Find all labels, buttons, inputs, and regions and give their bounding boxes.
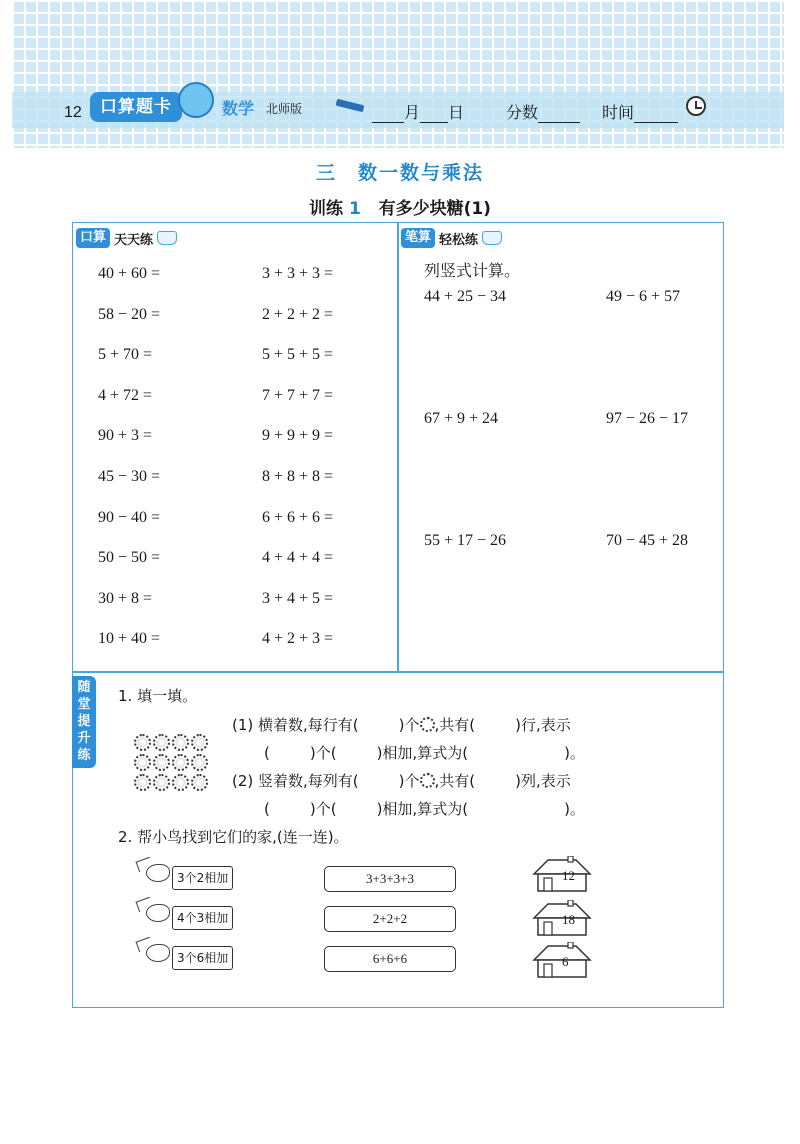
flower-icon [153, 734, 170, 751]
book-icon [482, 231, 502, 245]
q1a-text: )行,表示 [515, 716, 571, 734]
written-problem[interactable]: 44 + 25 − 34 [424, 288, 507, 305]
sum-expression[interactable]: 3+3+3+3 [324, 866, 456, 892]
q1b-text: ,共有( [434, 772, 476, 790]
oral-item[interactable]: 58 − 20 = [98, 306, 161, 323]
bird-icon [146, 944, 170, 962]
oral-item[interactable]: 6 + 6 + 6 = [262, 509, 334, 526]
oral-item[interactable]: 2 + 2 + 2 = [262, 306, 334, 323]
brand-logo: 口算题卡 [90, 92, 182, 122]
month-blank[interactable] [372, 105, 404, 123]
flower-icon [134, 754, 151, 771]
month-label: 月 [404, 103, 421, 122]
question-1b-line2[interactable] [264, 798, 585, 819]
oral-tag-head: 口算 [76, 228, 110, 248]
oral-item[interactable]: 4 + 4 + 4 = [262, 549, 334, 566]
lesson-title [0, 194, 800, 219]
house-icon[interactable] [532, 900, 592, 936]
q1b-text: ( [264, 800, 270, 818]
clock-icon [686, 96, 706, 116]
q1b-text: (2) 竖着数,每列有( [232, 772, 359, 790]
q1a-text: )个( [309, 744, 337, 762]
time-field[interactable] [602, 100, 678, 123]
house-icon[interactable] [532, 856, 592, 892]
flower-icon [420, 773, 435, 788]
flower-icon [191, 754, 208, 771]
score-label: 分数 [506, 103, 539, 122]
written-problem[interactable]: 55 + 17 − 26 [424, 532, 507, 549]
bird-label[interactable]: 3个6相加 [172, 946, 233, 970]
oral-item[interactable]: 4 + 72 = [98, 387, 153, 404]
flower-icon [134, 774, 151, 791]
house-icon[interactable] [532, 942, 592, 978]
flower-icon [172, 774, 189, 791]
written-problem[interactable]: 97 − 26 − 17 [606, 410, 689, 427]
practice-side-tag [72, 676, 96, 768]
written-problem[interactable]: 67 + 9 + 24 [424, 410, 499, 427]
oral-item[interactable]: 90 − 40 = [98, 509, 161, 526]
written-tag-head: 笔算 [401, 228, 435, 248]
q1b-text: )。 [564, 800, 585, 818]
q1a-text: (1) 横着数,每行有( [232, 716, 359, 734]
subject-label: 数学 [222, 99, 255, 118]
bird-label[interactable]: 4个3相加 [172, 906, 233, 930]
oral-practice-tag [76, 227, 177, 249]
mascot-icon [178, 82, 214, 118]
flower-icon [420, 717, 435, 732]
flower-icon [153, 754, 170, 771]
score-blank[interactable] [538, 105, 580, 123]
side-tag-char: 随 [77, 680, 91, 696]
bird-icon [146, 904, 170, 922]
oral-item[interactable]: 7 + 7 + 7 = [262, 387, 334, 404]
q1a-text: ( [264, 744, 270, 762]
q1a-text: )相加,算式为( [376, 744, 469, 762]
question-2-title: 2. 帮小鸟找到它们的家,(连一连)。 [118, 828, 349, 846]
q1a-text: ,共有( [434, 716, 476, 734]
oral-item[interactable]: 10 + 40 = [98, 630, 161, 647]
flower-icon [172, 754, 189, 771]
oral-item[interactable]: 45 − 30 = [98, 468, 161, 485]
written-instruction: 列竖式计算。 [424, 261, 521, 280]
flower-icon [134, 734, 151, 751]
sum-expression[interactable]: 6+6+6 [324, 946, 456, 972]
edition-label: 北师版 [266, 102, 303, 116]
side-tag-char: 提 [77, 713, 91, 729]
unit-title: 三 数一数与乘法 [315, 162, 484, 184]
oral-item[interactable]: 8 + 8 + 8 = [262, 468, 334, 485]
house-number: 6 [562, 954, 569, 969]
flower-icon [191, 734, 208, 751]
oral-item[interactable]: 3 + 4 + 5 = [262, 590, 334, 607]
oral-item[interactable]: 4 + 2 + 3 = [262, 630, 334, 647]
question-1a-line2[interactable] [264, 742, 585, 763]
question-1a-line1[interactable] [232, 714, 571, 735]
side-tag-char: 堂 [77, 697, 91, 713]
flower-array [134, 734, 210, 791]
lesson-number: 1 [348, 199, 361, 219]
oral-item[interactable]: 90 + 3 = [98, 427, 153, 444]
house-number: 18 [562, 912, 575, 927]
q1b-text: )列,表示 [515, 772, 571, 790]
bird-label[interactable]: 3个2相加 [172, 866, 233, 890]
flower-icon [191, 774, 208, 791]
column-divider [397, 222, 399, 672]
lesson-prefix: 训练 [309, 199, 344, 219]
side-tag-char: 升 [77, 730, 91, 746]
oral-item[interactable]: 30 + 8 = [98, 590, 153, 607]
bird-icon [146, 864, 170, 882]
lesson-name: 有多少块糖(1) [378, 199, 491, 219]
oral-item[interactable]: 50 − 50 = [98, 549, 161, 566]
written-practice-tag [401, 227, 502, 249]
oral-item[interactable]: 5 + 70 = [98, 346, 153, 363]
flower-icon [172, 734, 189, 751]
house-number: 12 [562, 868, 575, 883]
oral-item[interactable]: 40 + 60 = [98, 265, 161, 282]
question-1-title: 1. 填一填。 [118, 687, 198, 705]
oral-tag-tail: 天天练 [114, 232, 154, 248]
day-label: 日 [448, 103, 465, 122]
flower-icon [153, 774, 170, 791]
side-tag-char: 练 [77, 747, 91, 763]
time-blank[interactable] [634, 105, 678, 123]
date-field[interactable] [372, 100, 464, 123]
written-problem[interactable]: 49 − 6 + 57 [606, 288, 681, 305]
q1a-text: )个 [398, 716, 420, 734]
page-number: 12 [64, 104, 82, 121]
question-1b-line1[interactable] [232, 770, 571, 791]
book-icon [157, 231, 177, 245]
sum-expression[interactable]: 2+2+2 [324, 906, 456, 932]
q1b-text: )个 [398, 772, 420, 790]
q1b-text: )个( [309, 800, 337, 818]
written-tag-tail: 轻松练 [439, 232, 479, 248]
time-label: 时间 [602, 103, 635, 122]
q1b-text: )相加,算式为( [376, 800, 469, 818]
oral-item[interactable]: 5 + 5 + 5 = [262, 346, 334, 363]
q1a-text: )。 [564, 744, 585, 762]
section-divider [72, 671, 724, 673]
written-problem[interactable]: 70 − 45 + 28 [606, 532, 689, 549]
day-blank[interactable] [420, 105, 448, 123]
oral-item[interactable]: 9 + 9 + 9 = [262, 427, 334, 444]
oral-item[interactable]: 3 + 3 + 3 = [262, 265, 334, 282]
score-field[interactable] [506, 100, 580, 123]
